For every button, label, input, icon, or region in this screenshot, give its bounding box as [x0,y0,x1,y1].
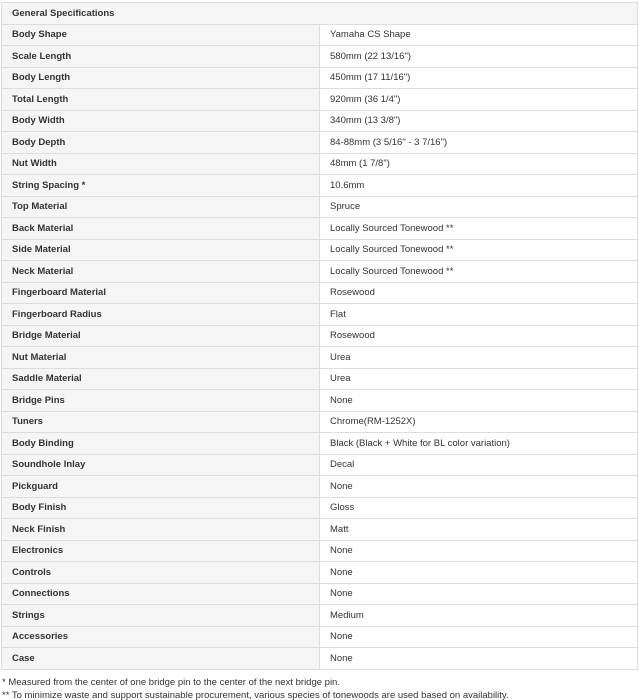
table-row [2,583,638,605]
spec-label: Nut Material [2,347,320,369]
spec-value: Black (Black + White for BL color variation) [320,433,638,455]
table-row [2,110,638,132]
spec-value: Gloss [320,497,638,519]
spec-label: Neck Material [2,261,320,283]
spec-value: 84-88mm (3 5/16" - 3 7/16") [320,132,638,154]
spec-value: 340mm (13 3/8") [320,110,638,132]
table-row [2,89,638,111]
table-row [2,282,638,304]
spec-value: None [320,648,638,670]
spec-label: Strings [2,605,320,627]
table-row [2,519,638,541]
spec-table-body [2,24,638,669]
table-row [2,497,638,519]
table-row [2,304,638,326]
spec-label: Nut Width [2,153,320,175]
spec-label: Accessories [2,626,320,648]
spec-value: Medium [320,605,638,627]
spec-label: Case [2,648,320,670]
general-specifications-table [1,2,638,670]
spec-value: None [320,540,638,562]
table-row [2,454,638,476]
spec-value: 10.6mm [320,175,638,197]
spec-value: None [320,626,638,648]
spec-label: Electronics [2,540,320,562]
spec-value: None [320,562,638,584]
spec-label: Controls [2,562,320,584]
table-row [2,196,638,218]
spec-value: Rosewood [320,325,638,347]
spec-label: Total Length [2,89,320,111]
spec-label: Body Length [2,67,320,89]
spec-value: 920mm (36 1/4") [320,89,638,111]
spec-value: Rosewood [320,282,638,304]
spec-value: Locally Sourced Tonewood ** [320,218,638,240]
spec-label: Bridge Pins [2,390,320,412]
spec-value: Urea [320,347,638,369]
spec-label: Scale Length [2,46,320,68]
spec-value: Urea [320,368,638,390]
spec-label: Tuners [2,411,320,433]
spec-value: Matt [320,519,638,541]
spec-label: Neck Finish [2,519,320,541]
table-row [2,218,638,240]
spec-label: String Spacing * [2,175,320,197]
table-header-row [2,3,638,25]
spec-label: Back Material [2,218,320,240]
table-row [2,153,638,175]
spec-value: 450mm (17 11/16") [320,67,638,89]
table-row [2,239,638,261]
table-header: General Specifications [2,3,638,25]
spec-value: Flat [320,304,638,326]
spec-value: Yamaha CS Shape [320,24,638,46]
spec-value: 580mm (22 13/16") [320,46,638,68]
spec-label: Side Material [2,239,320,261]
spec-value: None [320,390,638,412]
footnote-2: ** To minimize waste and support sustainable procurement, various species of tonewoods are used based on availability. [2,689,509,700]
table-row [2,24,638,46]
spec-label: Body Depth [2,132,320,154]
table-row [2,540,638,562]
table-row [2,648,638,670]
table-row [2,46,638,68]
spec-value: Chrome(RM-1252X) [320,411,638,433]
spec-label: Body Binding [2,433,320,455]
footnote-1: * Measured from the center of one bridge pin to the center of the next bridge pin. [2,676,340,688]
spec-label: Soundhole Inlay [2,454,320,476]
table-row [2,411,638,433]
spec-label: Saddle Material [2,368,320,390]
spec-label: Body Width [2,110,320,132]
table-row [2,390,638,412]
table-row [2,562,638,584]
spec-label: Bridge Material [2,325,320,347]
spec-value: None [320,583,638,605]
table-row [2,368,638,390]
table-row [2,175,638,197]
spec-value: Locally Sourced Tonewood ** [320,239,638,261]
table-row [2,261,638,283]
spec-label: Fingerboard Material [2,282,320,304]
spec-value: Spruce [320,196,638,218]
spec-label: Top Material [2,196,320,218]
spec-value: Decal [320,454,638,476]
footnotes [2,676,639,700]
table-row [2,433,638,455]
table-row [2,325,638,347]
table-row [2,132,638,154]
spec-label: Body Shape [2,24,320,46]
spec-label: Body Finish [2,497,320,519]
table-row [2,605,638,627]
spec-value: None [320,476,638,498]
table-row [2,476,638,498]
spec-value: 48mm (1 7/8") [320,153,638,175]
spec-label: Pickguard [2,476,320,498]
table-row [2,626,638,648]
table-row [2,67,638,89]
spec-label: Connections [2,583,320,605]
table-row [2,347,638,369]
spec-label: Fingerboard Radius [2,304,320,326]
spec-value: Locally Sourced Tonewood ** [320,261,638,283]
